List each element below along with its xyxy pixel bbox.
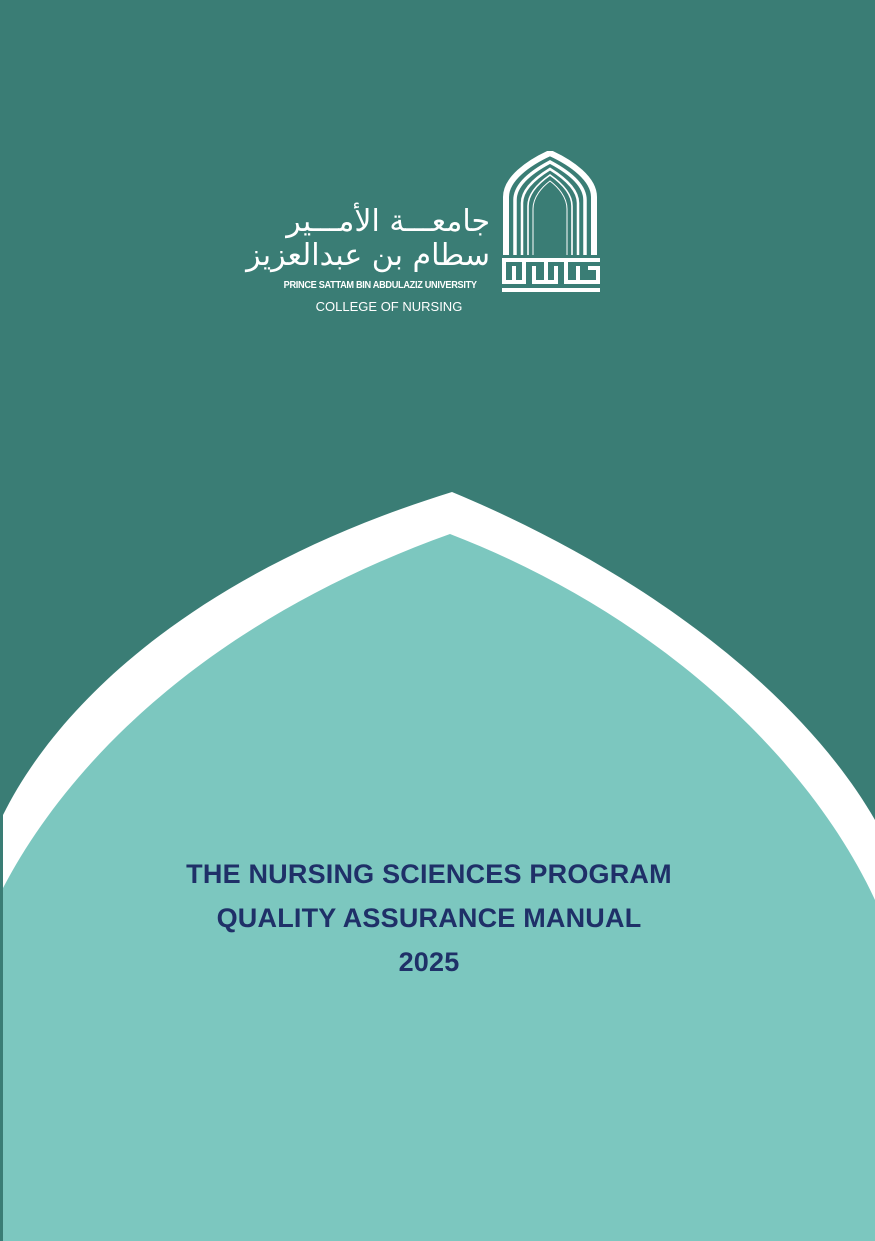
title-year: 2025 <box>398 947 460 977</box>
logo-arabic-line1: جامعـــة الأمـــير <box>286 204 490 239</box>
logo-arabic-line2: سطام بن عبدالعزيز <box>246 238 490 273</box>
document-title <box>0 852 858 984</box>
title-line-manual: QUALITY ASSURANCE MANUAL <box>216 903 642 933</box>
arch-emblem-icon <box>500 151 602 297</box>
university-logo <box>246 148 610 323</box>
logo-college-name: COLLEGE OF NURSING <box>315 299 463 314</box>
logo-university-name: PRINCE SATTAM BIN ABDULAZIZ UNIVERSITY <box>283 280 477 291</box>
left-edge-strip <box>0 0 2 1241</box>
title-line-program: THE NURSING SCIENCES PROGRAM <box>186 859 672 889</box>
